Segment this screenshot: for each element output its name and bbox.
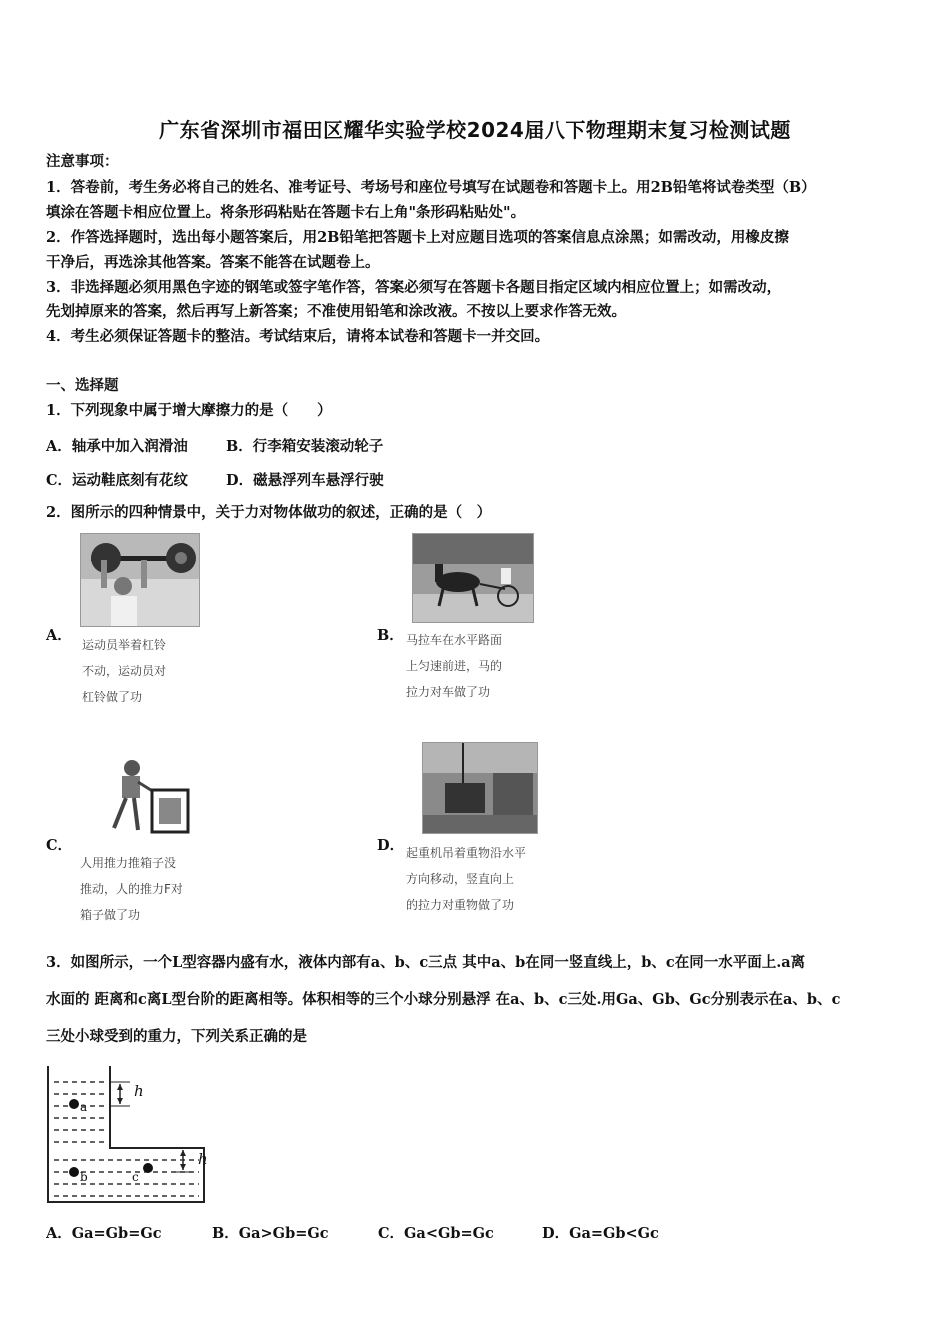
q2-option-d-label[interactable]: D． (377, 837, 405, 854)
q3-option-b[interactable]: B．Ga>Gb=Gc (212, 1225, 329, 1242)
caption-line: 上匀速前进，马的 (406, 659, 503, 673)
pushing-box-image (92, 758, 192, 842)
question-3-line-1: 3．如图所示，一个L型容器内盛有水，液体内部有a、b、c三点 其中a、b在同一竖直线上，b、c在同一水平面上.a离 (46, 954, 806, 971)
notice-line: 先划掉原来的答案，然后再写上新答案；不准使用铅笔和涂改液。不按以上要求作答无效。 (46, 303, 626, 320)
caption-line: 推动，人的推力F对 (80, 882, 183, 896)
question-1-stem: 1．下列现象中属于增大摩擦力的是（ ） (46, 402, 332, 419)
q3-option-c[interactable]: C．Ga<Gb=Gc (378, 1225, 494, 1242)
point-c-label: c (132, 1170, 139, 1184)
point-a-label: a (80, 1100, 88, 1114)
h-label-lower: h (198, 1150, 208, 1168)
caption-line: 杠铃做了功 (82, 690, 143, 704)
caption-line: 方向移动，竖直向上 (406, 872, 515, 886)
question-2-stem: 2．图所示的四种情景中，关于力对物体做功的叙述，正确的是（ ） (46, 504, 492, 521)
point-b-label: b (80, 1170, 88, 1184)
q3-option-a[interactable]: A．Ga=Gb=Gc (46, 1225, 162, 1242)
q1-option-d[interactable]: D．磁悬浮列车悬浮行驶 (226, 472, 384, 489)
q2-option-b-label[interactable]: B． (377, 627, 404, 644)
q1-option-b[interactable]: B．行李箱安装滚动轮子 (226, 438, 384, 455)
crane-image (422, 742, 538, 834)
caption-line: 不动，运动员对 (82, 664, 167, 678)
q2-option-a-label[interactable]: A． (46, 627, 72, 644)
question-3-line-3: 三处小球受到的重力，下列关系正确的是 (46, 1028, 307, 1045)
question-3-line-2: 水面的 距离和c离L型台阶的距离相等。体积相等的三个小球分别悬浮 在a、b、c三处.用Ga、Gb、Gc分别表示在a、b、c (46, 991, 841, 1008)
caption-line: 箱子做了功 (80, 908, 141, 922)
section-heading: 一、选择题 (46, 377, 119, 394)
caption-line: 人用推力推箱子没 (80, 856, 177, 870)
notice-line: 干净后，再选涂其他答案。答案不能答在试题卷上。 (46, 254, 380, 271)
caption-line: 的拉力对重物做了功 (406, 898, 515, 912)
notice-line: 2．作答选择题时，选出每小题答案后，用2B铅笔把答题卡上对应题目选项的答案信息点涂黑；如需改动，用橡皮擦 (46, 229, 789, 246)
q3-option-d[interactable]: D．Ga=Gb<Gc (542, 1225, 659, 1242)
notice-line: 4．考生必须保证答题卡的整洁。考试结束后，请将本试卷和答题卡一并交回。 (46, 328, 550, 345)
q2-option-a-caption (82, 632, 202, 710)
q2-option-d-caption (406, 840, 566, 918)
caption-line: 马拉车在水平路面 (406, 633, 503, 647)
notice-line: 1．答卷前，考生务必将自己的姓名、准考证号、考场号和座位号填写在试题卷和答题卡上。用2B铅笔将试卷类型（B） (46, 179, 816, 196)
page-title: 广东省深圳市福田区耀华实验学校2024届八下物理期末复习检测试题 (159, 118, 791, 142)
l-container-figure (44, 1064, 224, 1206)
weightlifter-image (80, 533, 200, 627)
notice-line: 填涂在答题卡相应位置上。将条形码粘贴在答题卡右上角"条形码粘贴处"。 (46, 204, 526, 221)
caption-line: 起重机吊着重物沿水平 (406, 846, 527, 860)
caption-line: 运动员举着杠铃 (82, 638, 167, 652)
horse-cart-image (412, 533, 534, 623)
notice-line: 3．非选择题必须用黑色字迹的钢笔或签字笔作答，答案必须写在答题卡各题目指定区域内相应位置上；如需改动， (46, 279, 782, 296)
notice-heading: 注意事项： (46, 153, 119, 170)
q2-option-b-caption (406, 627, 546, 705)
h-label-upper: h (134, 1082, 144, 1100)
q2-option-c-caption (80, 850, 220, 928)
caption-line: 拉力对车做了功 (406, 685, 491, 699)
q2-option-c-label[interactable]: C． (46, 837, 73, 854)
q1-option-a[interactable]: A．轴承中加入润滑油 (46, 438, 188, 455)
q1-option-c[interactable]: C．运动鞋底刻有花纹 (46, 472, 189, 489)
